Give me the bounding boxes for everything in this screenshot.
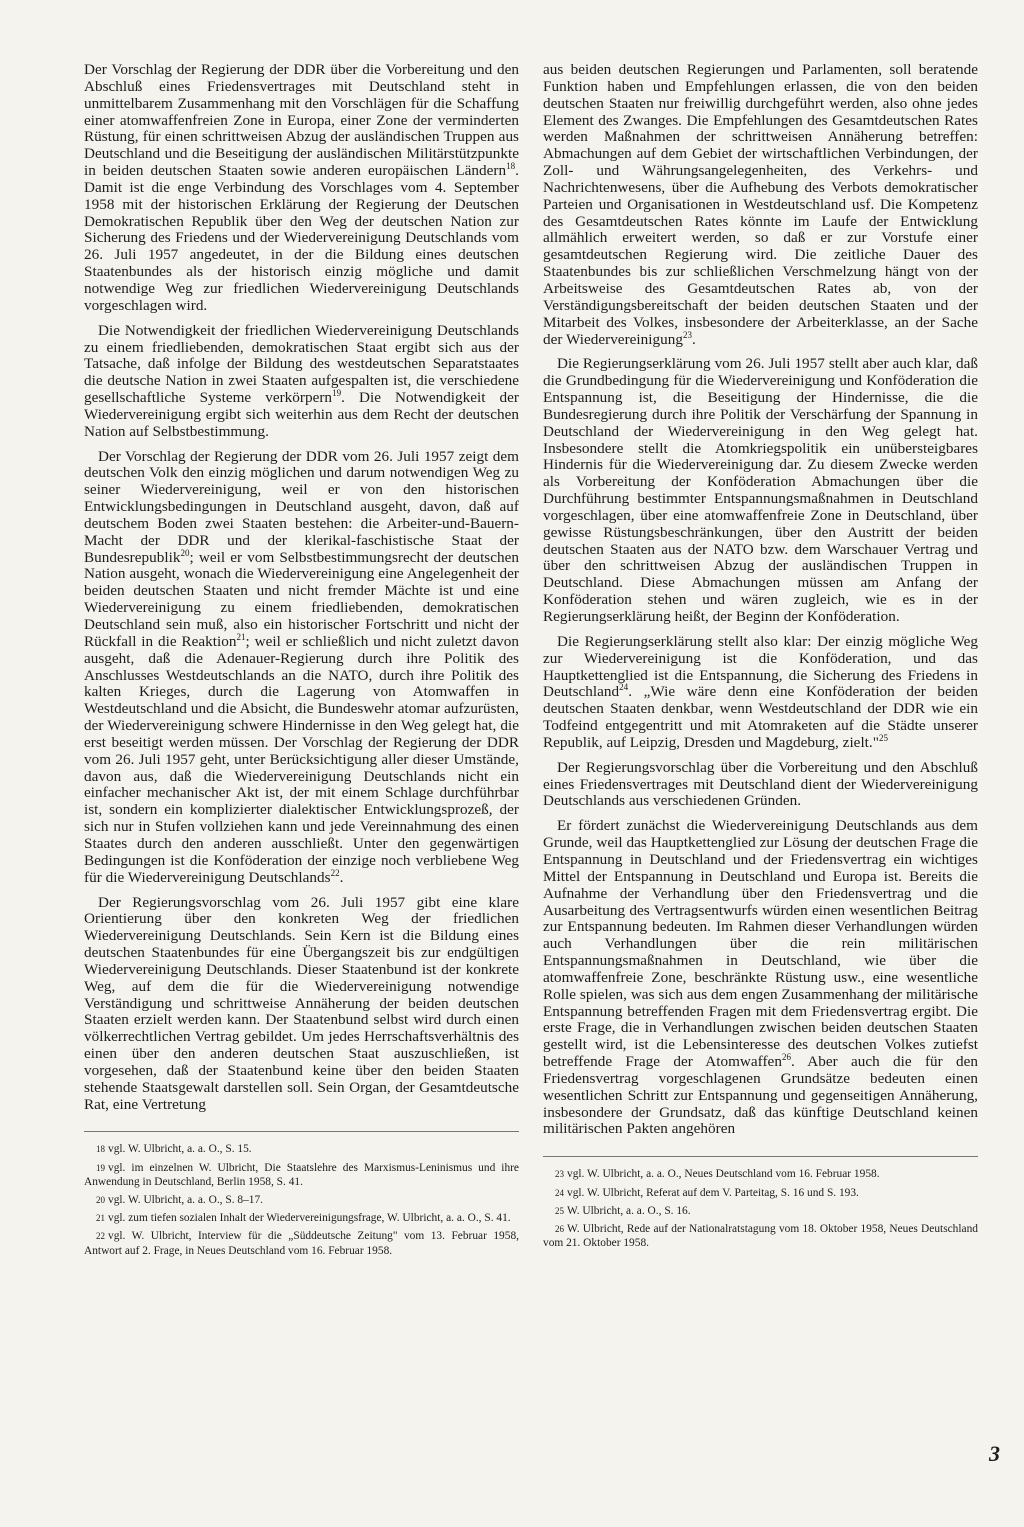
footnote-number: 19 (96, 1162, 105, 1173)
footnote (543, 1222, 978, 1250)
footnote-number: 20 (96, 1195, 105, 1206)
page-number: 3 (989, 1441, 1000, 1466)
footnote-text: W. Ulbricht, a. a. O., S. 16. (567, 1204, 691, 1217)
paragraph-text: . „Wie wäre denn eine Konföderation der beiden deutschen Staaten denkbar, wenn Westdeutschland der DDR wie ein Todfeind entgegentritt und mit Atomraketen auf die Städte unserer Republik, auf Leipzig, Dresden und Magdeburg, zielt." (543, 683, 978, 751)
footnote-reference: 18 (506, 161, 516, 172)
paragraph (543, 818, 978, 1138)
footnote-number: 23 (555, 1169, 564, 1180)
footnote-text: vgl. W. Ulbricht, a. a. O., Neues Deutschland vom 16. Februar 1958. (567, 1168, 880, 1181)
left-column-body (84, 62, 519, 1121)
left-footnotes (84, 1142, 519, 1261)
paragraph (84, 323, 519, 441)
footnote-text: W. Ulbricht, Rede auf der Nationalratstagung vom 18. Oktober 1958, Neues Deutschland vom 21. Oktober 1958. (543, 1222, 978, 1250)
paragraph-text: . Aber auch die für den Friedensvertrag vorgeschlagenen Grundsätze bedeuten einen wesentlichen Schritt zur Entspannung und gegenseitigen Annäherung, insbesondere der Grundsatz, daß das künftige Deutschland keinen militärischen Pakten angehören (543, 1053, 978, 1138)
paragraph-text: Die Regierungserklärung stellt also klar: Der einzig mögliche Weg zur Wiedervereinigung ist die Konföderation, und das Hauptkettenglied ist die Entspannung, die Sicherung des Friedens in Deutschland (543, 632, 978, 701)
footnote-divider (84, 1131, 519, 1132)
paragraph (543, 62, 978, 348)
footnote-reference: 19 (332, 388, 342, 399)
article-columns (84, 62, 978, 1262)
footnote-number: 25 (555, 1205, 564, 1216)
paragraph-text: . (339, 868, 344, 886)
footnote-text: vgl. W. Ulbricht, a. a. O., S. 8–17. (108, 1194, 264, 1207)
paragraph-text: . Damit ist die enge Verbindung des Vorschlages vom 4. September 1958 mit der historischen Erklärung der Regierung der Deutschen Demokratischen Republik über den Weg der deutschen Nation zur Sicherung des Friedens und der Wiedervereinigung Deutschlands vom 26. Juli 1957 angedeutet, in der die Bildung eines deutschen Staatenbundes als der historisch einzig mögliche und damit notwendige Weg zur friedlichen Wiedervereinigung Deutschlands vorgeschlagen wird. (84, 162, 519, 314)
footnote (543, 1167, 978, 1181)
right-column (543, 62, 978, 1262)
footnote-reference: 25 (878, 732, 889, 743)
footnote-text: vgl. im einzelnen W. Ulbricht, Die Staatslehre des Marxismus-Leninismus und ihre Anwendung in Deutschland, Berlin 1958, S. 41. (84, 1161, 519, 1188)
footnote (84, 1142, 519, 1156)
paragraph-text: Der Regierungsvorschlag vom 26. Juli 1957 gibt eine klare Orientierung über den konkreten Weg der friedlichen Wiedervereinigung Deutschlands. Sein Kern ist die Bildung eines deutschen Staatenbundes für eine Übergangszeit bis zur endgültigen Wiedervereinigung Deutschlands. Dieser Staatenbund ist der konkrete Weg, auf dem die für die Wiedervereinigung notwendige Verständigung und schrittweise Annäherung der beiden deutschen Staaten erzielt werden kann. Der Staatenbund selbst wird durch einen völkerrechtlichen Vertrag gebildet. Um jedes Herrschaftsverhältnis des einen über den anderen deutschen Staat auszuschließen, ist vorgesehen, daß der Staatenbund keine über den beiden Staaten stehende Staatsgewalt darstellen soll. Sein Organ, der Gesamtdeutsche Rat, eine Vertretung (84, 893, 519, 1113)
footnote-number: 26 (555, 1223, 564, 1234)
footnote-number: 18 (96, 1144, 105, 1155)
paragraph-text: Er fördert zunächst die Wiedervereinigung Deutschlands aus dem Grunde, weil das Hauptkettenglied zur Lösung der deutschen Frage die Entspannung in Deutschland und der Friedensvertrag ein wichtiges Mittel der Entspannung in Deutschland und Europa ist. Bereits die Aufnahme der Verhandlung über den Friedensvertrag und die Ausarbeitung des Vertragsentwurfs würden einen wesentlichen Beitrag zur Entspannung bedeuten. Im Rahmen dieser Verhandlungen würden auch Verhandlungen über die rein militärischen Entspannungsmaßnahmen in Deutschland, wie über die atomwaffenfreie Zone, beschränkte Rüstung usw., eine wesentliche Rolle spielen, was sich aus dem engen Zusammenhang der militärische Entspannung betreffenden Fragen mit dem Friedensvertrag ergibt. Die erste Frage, die in Verhandlungen zwischen beiden deutschen Staaten gestellt wird, ist die Lebensinteresse des deutschen Volkes zutiefst betreffende Frage der Atomwaffen (543, 817, 978, 1071)
footnote-reference: 22 (330, 867, 340, 878)
footnote-divider (543, 1156, 978, 1157)
footnote (543, 1186, 978, 1200)
footnote-reference: 20 (180, 547, 190, 558)
footnote (84, 1193, 519, 1207)
right-column-body (543, 62, 978, 1146)
paragraph-text: Der Regierungsvorschlag über die Vorbereitung und den Abschluß eines Friedensvertrages mit Deutschland dient der Wiedervereinigung Deutschlands aus verschiedenen Gründen. (543, 758, 978, 810)
paragraph-text: Der Vorschlag der Regierung der DDR über die Vorbereitung und den Abschluß eines Friedensvertrages mit Deutschland steht in unmittelbarem Zusammenhang mit den Vorschlägen für die Schaffung einer atomwaffenfreien Zone in Europa, einer Zone der verminderten Rüstung, für einen schrittweisen Abzug der ausländischen Truppen aus Deutschland und die Beseitigung der ausländischen Militärstützpunkte in beiden deutschen Staaten sowie anderen europäischen Ländern (84, 61, 519, 180)
paragraph-text: . Die Notwendigkeit der Wiedervereinigung ergibt sich weiterhin aus dem Recht der deutschen Nation auf Selbstbestimmung. (84, 389, 520, 440)
left-column (84, 62, 519, 1262)
right-footnotes (543, 1167, 978, 1254)
paragraph-text: Die Regierungserklärung vom 26. Juli 1957 stellt aber auch klar, daß die Grundbedingung für die Wiedervereinigung und Konföderation die Entspannung ist, die Beseitigung der Hindernisse, die die Bundesregierung durch ihre Politik der Verschärfung der Spannung in Deutschland der Wiedervereinigung in den Weg gelegt hat. Insbesondere stellt die Atomkriegspolitik ein unübersteigbares Hindernis für die Wiedervereinigung dar. Zu diesem Zwecke werden als Vorbereitung der Konföderation Abmachungen über die Durchführung bestimmter Entspannungsmaßnahmen in Deutschland vorgeschlagen, über eine atomwaffenfreie Zone in Deutschland, über gewisse Rüstungsbeschränkungen, über den Austritt der beiden deutschen Staaten aus der NATO bzw. dem Warschauer Vertrag und über den schrittweisen Abzug der ausländischen Truppen in Deutschland. Diese Abmachungen müssen am Anfang der Konföderation stehen und wären zugleich, wie es in der Regierungserklärung heißt, der Beginn der Konföderation. (543, 355, 978, 625)
footnote-reference: 23 (682, 329, 693, 340)
footnote (84, 1161, 519, 1189)
paragraph-text: aus beiden deutschen Regierungen und Parlamenten, soll beratende Funktion haben und Empfehlungen erlassen, die von den beiden deutschen Staaten nur freiwillig durchgeführt werden, also ohne jedes Element des Zwanges. Die Empfehlungen des Gesamtdeutschen Rates werden Maßnahmen der schrittweisen Annäherung betreffen: Abmachungen auf dem Gebiet der wirtschaftlichen Verbindungen, der Zoll- und Währungsangelegenheiten, des Verkehrs- und Nachrichtenwesens, über die Aufhebung des Verbots demokratischer Parteien und Organisationen in Westdeutschland usf. Die Kompetenz des Gesamtdeutschen Rates könnte im Laufe der Entwicklung allmählich erweitert werden, so daß er zur Vorstufe einer gesamtdeutschen Regierung wird. Die zeitliche Dauer des Staatenbundes bis zur schließlichen Verschmelzung hängt von der Arbeitsweise des Gesamtdeutschen Rates ab, von der Verständigungsbereitschaft der beiden deutschen Staaten und der Mitarbeit des Volkes, insbesondere der Arbeiterklasse, an der Sache der Wiedervereinigung (543, 61, 978, 348)
footnote-text: vgl. zum tiefen sozialen Inhalt der Wiedervereinigungsfrage, W. Ulbricht, a. a. O., S. 41. (108, 1212, 511, 1225)
footnote-reference: 21 (236, 631, 246, 642)
paragraph-text: Die Notwendigkeit der friedlichen Wiedervereinigung Deutschlands zu einem friedliebenden, demokratischen Staat ergibt sich aus der Tatsache, daß infolge der Bildung des westdeutschen Separatstaates die deutsche Nation in zwei Staaten aufgespalten ist, die verschiedene gesellschaftliche Systeme verkörpern (84, 321, 519, 407)
footnote-number: 22 (96, 1231, 105, 1242)
footnote-number: 21 (96, 1213, 105, 1224)
footnote-text: vgl. W. Ulbricht, a. a. O., S. 15. (108, 1143, 252, 1156)
footnote-reference: 24 (619, 682, 629, 693)
paragraph-text: ; weil er schließlich und nicht zuletzt davon ausgeht, daß die Adenauer-Regierung durch ihre Politik des Anschlusses Westdeutschlands an die NATO, durch ihre Politik des kalten Krieges, durch die Lagerung von Atomwaffen in Westdeutschland und die Absicht, die Bundeswehr atomar aufzurüsten, der Wiedervereinigung schwere Hindernisse in den Weg gelegt hat, die erst beseitigt werden müssen. Der Vorschlag der Regierung der DDR vom 26. Juli 1957 geht, unter Berücksichtigung aller dieser Umstände, davon aus, daß die Wiedervereinigung Deutschlands nicht ein einfacher mechanischer Akt ist, der mit einem Schlage durchführbar ist, sondern ein komplizierter dialektischer Entwicklungsprozeß, der sich nur in Stufen vollziehen kann und jede Vereinnahmung des einen Staates durch den anderen ausschließt. Unter den gegenwärtigen Bedingungen ist die Konföderation der einzige noch verbliebene Weg für die Wiedervereinigung Deutschlands (84, 632, 519, 886)
footnote (543, 1204, 978, 1218)
footnote-text: vgl. W. Ulbricht, Referat auf dem V. Parteitag, S. 16 und S. 193. (567, 1186, 859, 1199)
paragraph (84, 895, 519, 1114)
paragraph (543, 634, 978, 752)
footnote-text: vgl. W. Ulbricht, Interview für die „Süddeutsche Zeitung" vom 13. Februar 1958, Antwort auf 2. Frage, in Neues Deutschland vom 16. Februar 1958. (84, 1230, 519, 1257)
footnote-reference: 26 (781, 1052, 791, 1063)
paragraph-text: . (692, 330, 696, 348)
footnote (84, 1229, 519, 1257)
paragraph (84, 449, 519, 887)
paragraph (543, 760, 978, 811)
paragraph-text: Der Vorschlag der Regierung der DDR vom 26. Juli 1957 zeigt dem deutschen Volk den einzig möglichen und darum notwendigen Weg zu seiner Wiedervereinigung, weil er von den historischen Entwicklungsbedingungen in Deutschland ausgeht, davon, daß auf deutschem Boden zwei Staaten bestehen: die Arbeiter-und-Bauern-Macht der DDR und der klerikal-faschistische Staat der Bundesrepublik (84, 447, 519, 566)
paragraph-text: ; weil er vom Selbstbestimmungsrecht der deutschen Nation ausgeht, wonach die Wiedervereinigung eine Angelegenheit der beiden deutschen Staaten und nicht fremder Mächte ist und eine Wiedervereinigung zu einem friedliebenden, demokratischen Deutschland sein muß, also ein historischer Fortschritt und nicht der Rückfall in die Reaktion (84, 548, 519, 650)
paragraph (543, 356, 978, 626)
footnote (84, 1211, 519, 1225)
footnote-number: 24 (555, 1187, 564, 1198)
paragraph (84, 62, 519, 315)
